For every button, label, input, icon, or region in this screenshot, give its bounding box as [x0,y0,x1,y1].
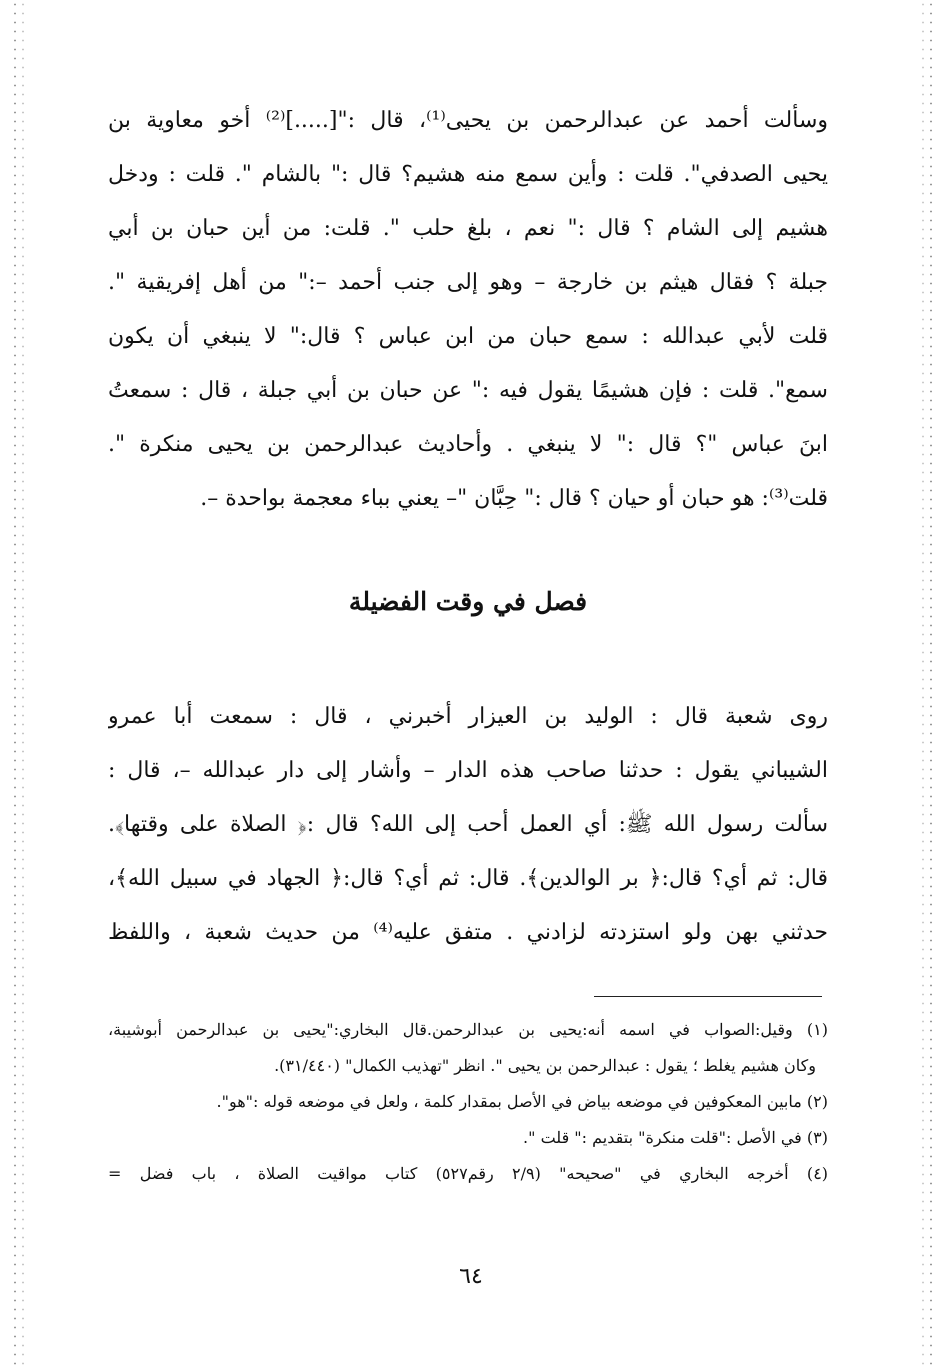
text-line: جبلة ؟ فقال هيثم بن خارجة – وهو إلى جنب أحمد –:" من أهل إفريقية ". [108,270,828,295]
text-line: هشيم إلى الشام ؟ قال :" نعم ، بلغ حلب ". قلت: من أين حبان بن أبي [108,216,828,241]
text-line: سمع". قلت : فإن هشيمًا يقول فيه :" عن حبان بن أبي جبلة ، قال : سمعتُ [108,378,828,403]
paragraph-1 [108,94,828,526]
scan-edge-right-inner [922,0,924,1371]
footnote-4: (٤) أخرجه البخاري في "صحيحه" (٢/٩ رقم٥٢٧) كتاب مواقيت الصلاة ، باب فضل = [108,1164,828,1183]
footnote-1-continued: وكان هشيم يغلط ؛ يقول : عبدالرحمن بن يحيى ". انظر "تهذيب الكمال" (٣١/٤٤٠). [274,1056,816,1075]
text-line: يحيى الصدفي". قلت : وأين سمع منه هشيم؟ قال :" بالشام ". قلت : ودخل [108,162,828,187]
text-line: وسألت أحمد عن عبدالرحمن بن يحيى⁽¹⁾، قال :"[.....]⁽²⁾ أخو معاوية بن [108,108,828,133]
footnote-2: (٢) مابين المعكوفين في موضعه بياض في الأصل بمقدار كلمة ، ولعل في موضعه قوله :"هو". [216,1092,828,1111]
scan-edge-right [930,0,932,1371]
text-line: سألت رسول الله ﷺ: أي العمل أحب إلى الله؟ قال :﴿ الصلاة على وقتها﴾. [108,812,828,837]
paragraph-2 [108,690,828,960]
footnotes [108,1012,828,1192]
text-line: حدثني بهن ولو استزدته لزادني . متفق عليه⁽⁴⁾ من حديث شعبة ، واللفظ [108,920,828,945]
text-line: قال: ثم أي؟ قال:﴿ بر الوالدين﴾. قال: ثم أي؟ قال:﴿ الجهاد في سبيل الله﴾، [108,866,828,891]
text-line: ابنَ عباس "؟ قال :" لا ينبغي . وأحاديث عبدالرحمن بن يحيى منكرة ". [108,432,828,457]
text-line: قلت⁽³⁾: هو حبان أو حيان ؟ قال :" حِبَّان "– يعني بباء معجمة بواحدة –. [200,486,828,511]
footnote-3: (٣) في الأصل :"قلت منكرة" بتقديم :" قلت ". [523,1128,828,1147]
footnote-1: (١) وقيل:الصواب في اسمه أنه:يحيى بن عبدالرحمن.قال البخاري:"يحيى بن عبدالرحمن أبوشيبة، [108,1020,828,1039]
page-number: ٦٤ [459,1264,483,1289]
text-line: الشيباني يقول : حدثنا صاحب هذه الدار – وأشار إلى دار عبدالله –، قال : [108,758,828,783]
text-line: قلت لأبي عبدالله : سمع حبان من ابن عباس ؟ قال:" لا ينبغي أن يكون [108,324,828,349]
scan-edge-left [14,0,16,1371]
section-heading: فصل في وقت الفضيلة [348,587,588,616]
text-line: روى شعبة قال : الوليد بن العيزار أخبرني ، قال : سمعت أبا عمرو [108,704,828,729]
scan-edge-left-inner [22,0,24,1371]
footnote-separator [594,996,822,997]
